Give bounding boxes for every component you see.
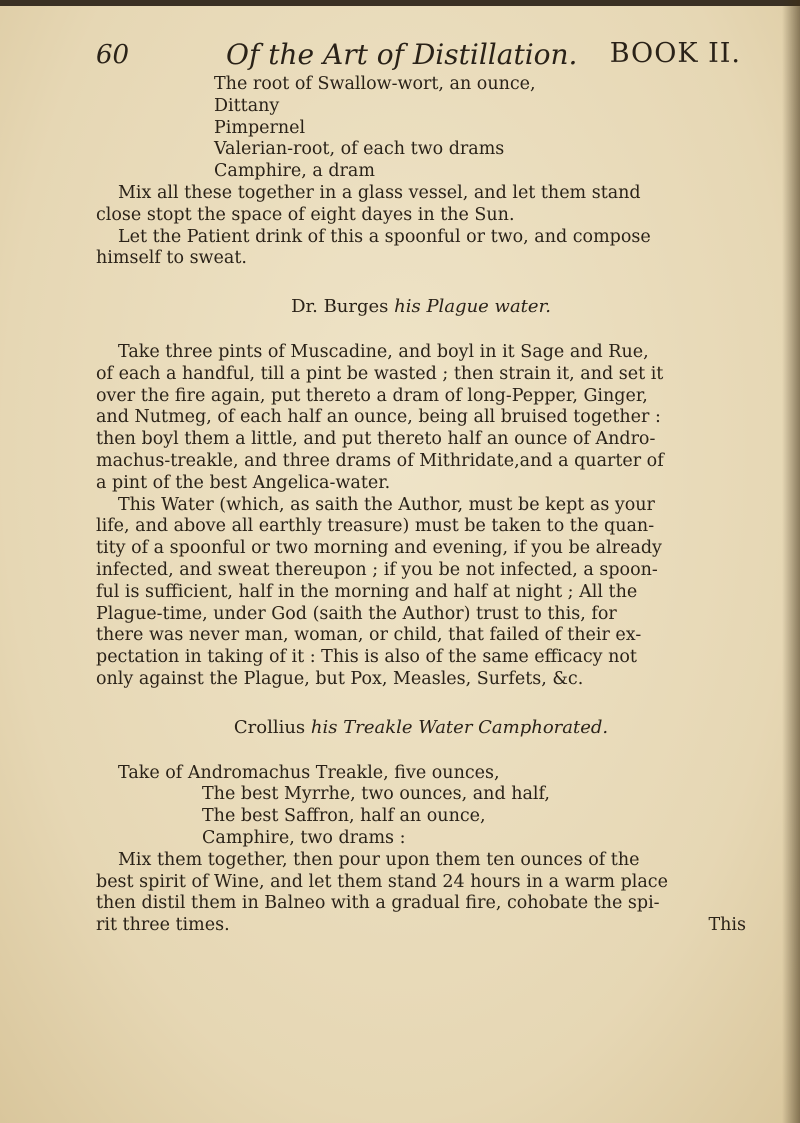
book-number: BOOK II. [609, 38, 741, 69]
ingredient-line: The best Myrrhe, two ounces, and half, [202, 784, 550, 805]
text-line: pectation in taking of it : This is also of the same efficacy not [96, 647, 637, 668]
recipe1-instructions [96, 183, 746, 270]
ingredient-line: Dittany [214, 95, 280, 116]
text-line: only against the Plague, but Pox, Measles, Surfets, &c. [96, 668, 584, 689]
text-line: then distil them in Balneo with a gradual fire, cohobate the spi- [96, 893, 660, 914]
ingredient-line: Pimpernel [214, 117, 306, 138]
page-top-edge [0, 0, 800, 6]
text-line: machus-treakle, and three drams of Mithridate,and a quarter of [96, 450, 664, 471]
text-line: a pint of the best Angelica-water. [96, 472, 391, 493]
recipe3-heading [96, 717, 746, 739]
catchword: This [708, 915, 746, 936]
ingredient-line: The best Saffron, half an ounce, [202, 806, 486, 827]
text-line: This Water (which, as saith the Author, must be kept as your [118, 494, 655, 515]
recipe1-ingredients [96, 74, 746, 183]
recipe3-ingredients [96, 763, 746, 850]
text-line: tity of a spoonful or two morning and evening, if you be already [96, 538, 662, 559]
ingredient-line: Camphire, a dram [214, 161, 375, 182]
text-line: best spirit of Wine, and let them stand 24 hours in a warm place [96, 871, 668, 892]
recipe2-paragraph2 [96, 495, 746, 691]
heading-name: Crollius [233, 716, 306, 738]
ingredient-line: Camphire, two drams : [202, 827, 406, 848]
text-line: of each a handful, till a pint be wasted ; then strain it, and set it [96, 363, 664, 384]
heading-title: his Plague water. [394, 296, 551, 318]
recipe2-paragraph1 [96, 342, 746, 495]
running-title: Of the Art of Distillation. [226, 38, 578, 71]
text-line: infected, and sweat thereupon ; if you be not infected, a spoon- [96, 559, 658, 580]
ingredient-line: The root of Swallow-wort, an ounce, [214, 74, 536, 94]
running-header [96, 30, 741, 80]
recipe2-heading [96, 296, 746, 318]
text-line: then boyl them a little, and put thereto half an ounce of Andro- [96, 429, 656, 450]
text-line: over the fire again, put thereto a dram of long-Pepper, Ginger, [96, 385, 648, 406]
text-line: Plague-time, under God (saith the Author) trust to this, for [96, 603, 617, 624]
text-line: Let the Patient drink of this a spoonful or two, and compose [118, 226, 651, 247]
text-line: and Nutmeg, of each half an ounce, being all bruised together : [96, 407, 661, 428]
text-line: close stopt the space of eight dayes in the Sun. [96, 204, 515, 225]
page-body [96, 74, 746, 937]
text-line: himself to sweat. [96, 248, 247, 269]
recipe3-instructions [96, 850, 746, 937]
text-line: Take three pints of Muscadine, and boyl in it Sage and Rue, [118, 341, 649, 362]
text-line: Mix them together, then pour upon them ten ounces of the [118, 849, 640, 870]
heading-title: his Treakle Water Camphorated. [310, 716, 609, 738]
text-line: rit three times. [96, 915, 230, 936]
text-line: ful is sufficient, half in the morning and half at night ; All the [96, 581, 638, 602]
text-line: Mix all these together in a glass vessel, and let them stand [118, 182, 641, 203]
text-line: life, and above all earthly treasure) must be taken to the quan- [96, 516, 655, 537]
heading-name: Dr. Burges [291, 296, 389, 318]
text-line: there was never man, woman, or child, that failed of their ex- [96, 625, 642, 646]
text-line: Take of Andromachus Treakle, five ounces, [118, 762, 500, 783]
ingredient-line: Valerian-root, of each two drams [214, 139, 505, 160]
page-number: 60 [96, 40, 130, 70]
